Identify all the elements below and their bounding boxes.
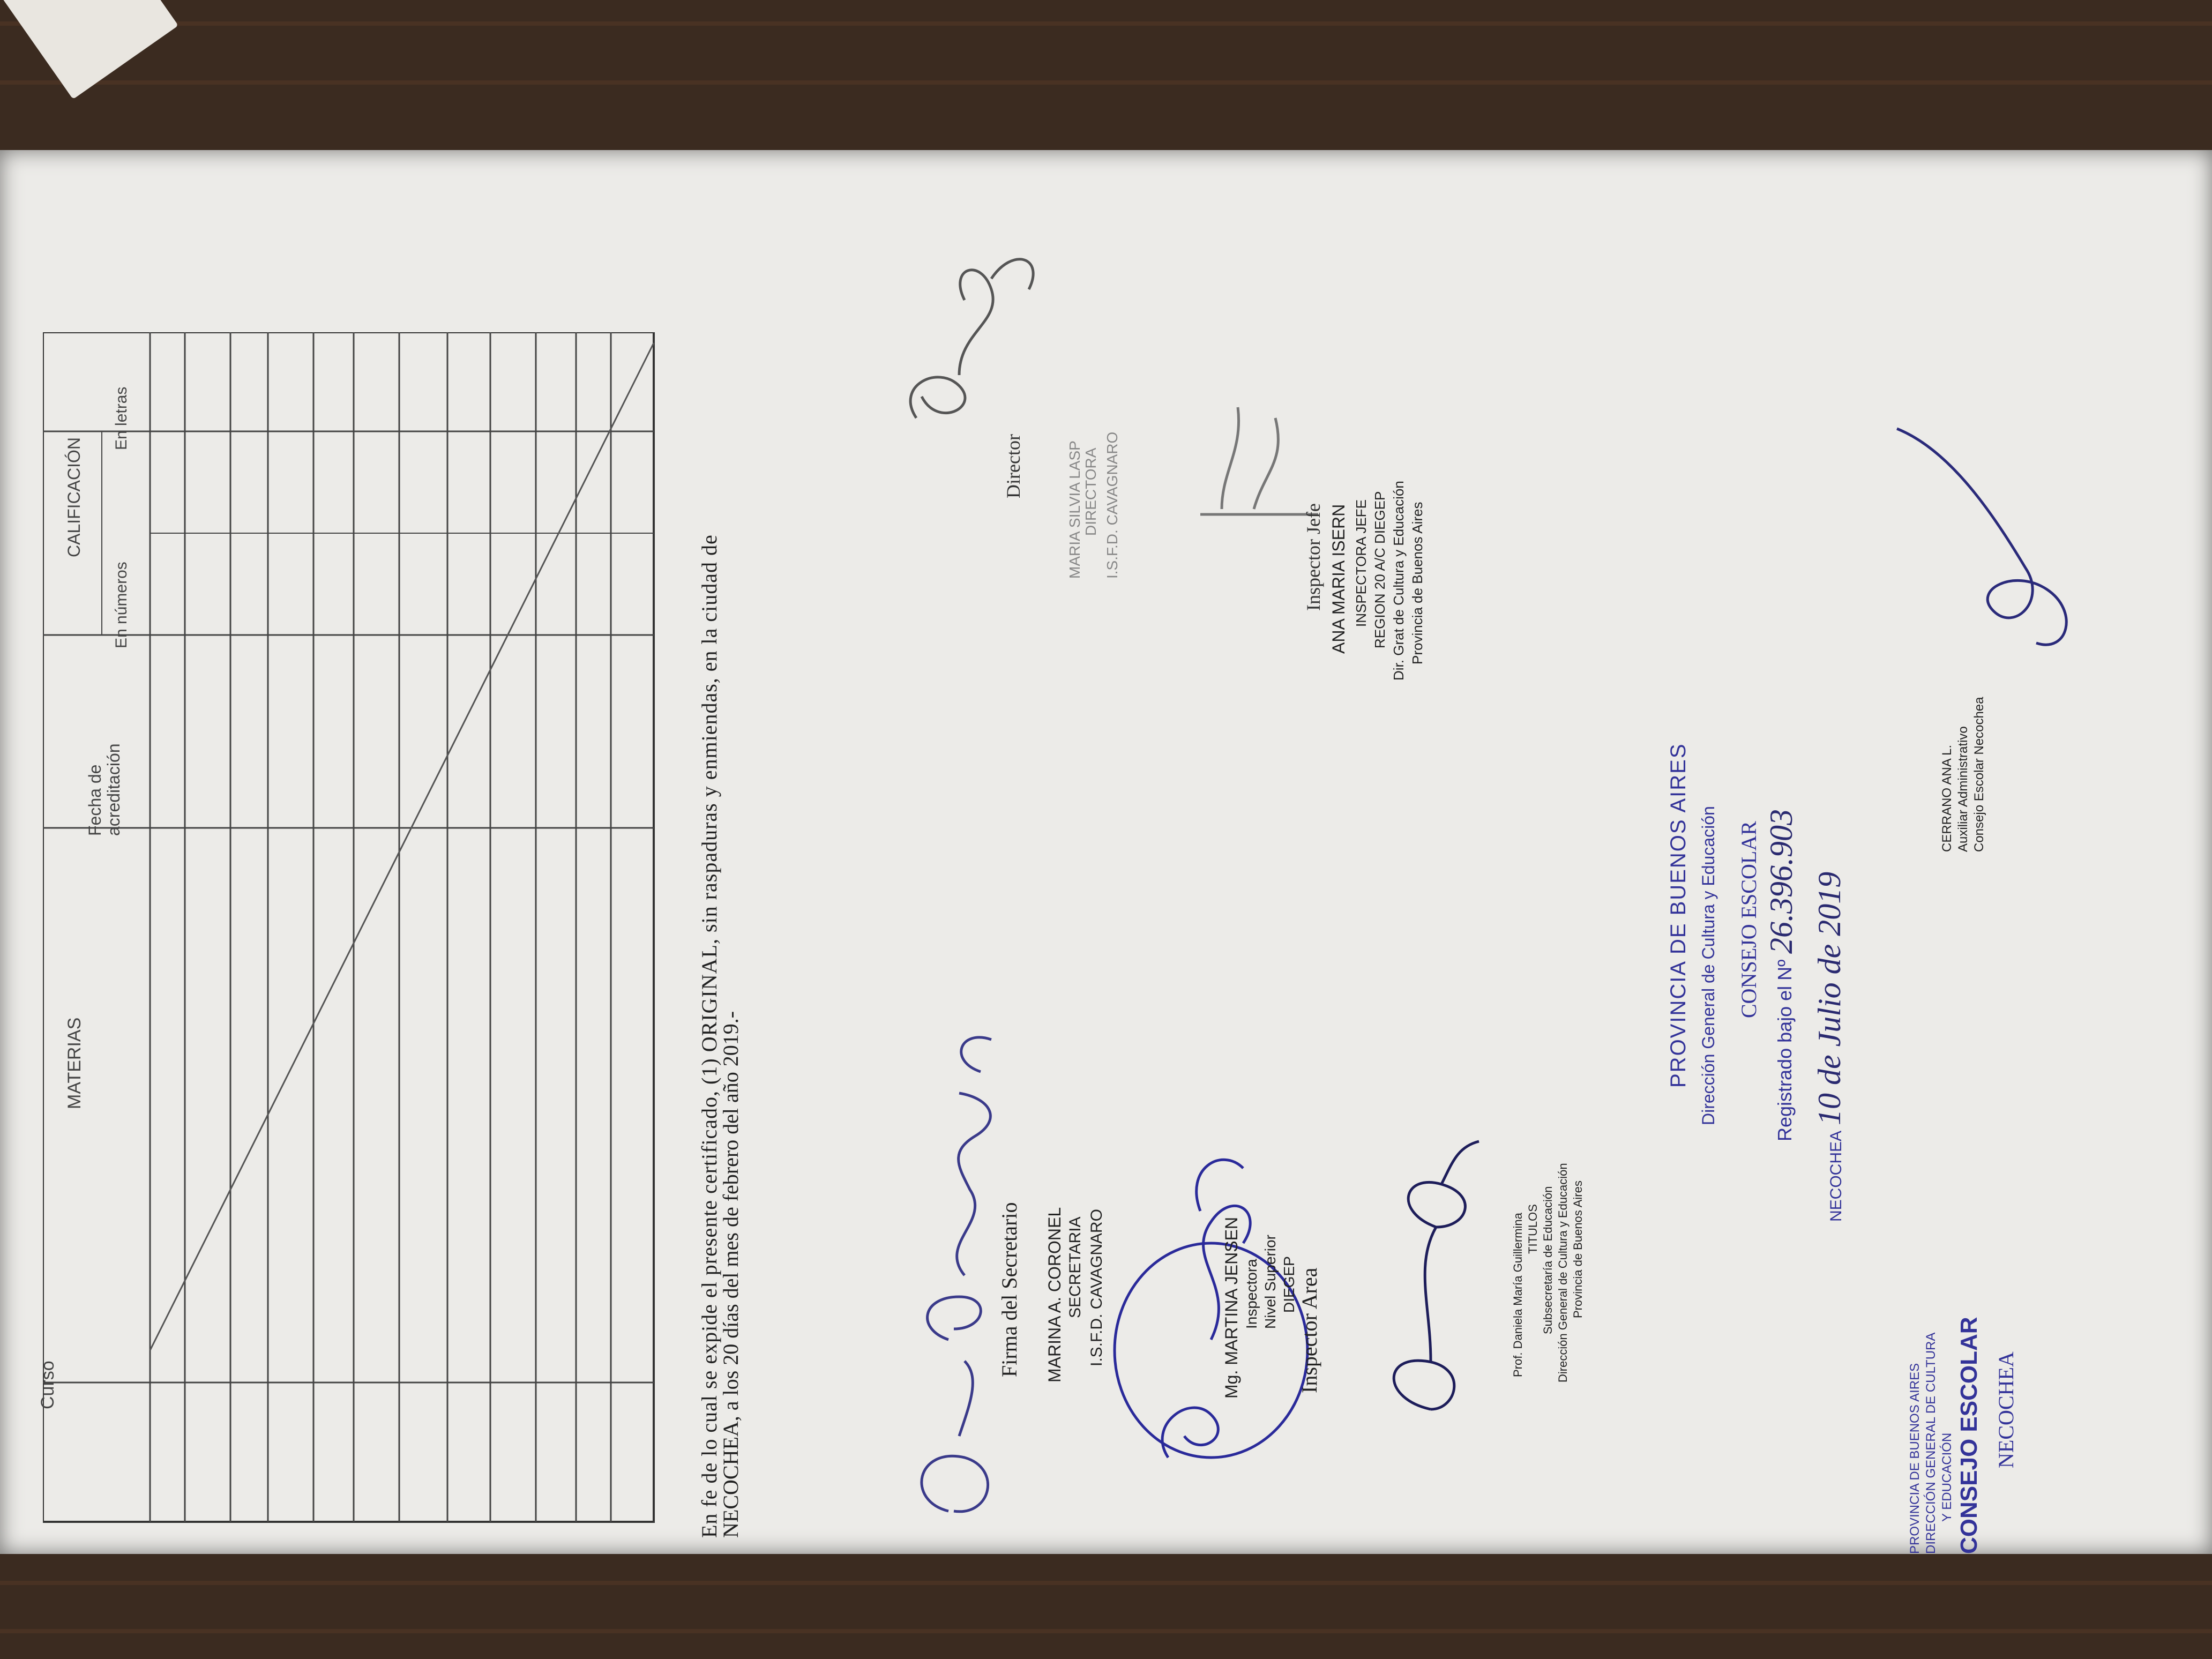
secretary-stamp-name: MARINA A. CORONEL — [1045, 1207, 1064, 1382]
council-stamp-direction: DIRECCIÓN GENERAL DE CULTURA — [1924, 1332, 1938, 1554]
director-stamp-role: DIRECTORA — [1082, 447, 1099, 536]
registration-number: 26.396.903 — [1763, 809, 1799, 954]
titles-signature — [1350, 1131, 1511, 1431]
director-stamp-name: MARIA SILVIA LASP — [1066, 440, 1083, 579]
certificate-statement-line1: En fe de lo cual se expide el presente certificado, (1) ORIGINAL, sin raspaduras y enmiendas, en la ciudad de — [697, 534, 721, 1538]
auxiliary-signature — [1886, 407, 2111, 686]
council-stamp-province: PROVINCIA DE BUENOS AIRES — [1908, 1363, 1922, 1554]
registration-stamp-city: NECOCHEA — [1827, 1130, 1845, 1222]
titles-stamp-title: TITULOS — [1526, 1204, 1540, 1254]
inspector-area-stamp-name: Mg. MARTINA JENSEN — [1222, 1216, 1241, 1399]
column-date-header: Fecha de acreditación — [85, 743, 124, 836]
column-subjects-header: MATERIAS — [64, 1017, 85, 1109]
auxiliary-stamp-role: Auxiliar Administrativo — [1956, 726, 1970, 852]
certificate-statement-line2: NECOCHEA, a los 20 días del mes de febrero del año 2019.- — [719, 1011, 743, 1538]
council-stamp-education: Y EDUCACIÓN — [1940, 1432, 1954, 1522]
council-stamp-city: NECOCHEA — [1994, 1351, 2018, 1468]
titles-stamp-dir: Dirección General de Cultura y Educación — [1556, 1163, 1570, 1382]
registration-date: 10 de Julio de 2019 — [1812, 871, 1847, 1125]
registration-stamp-label: Registrado bajo el Nº — [1774, 959, 1796, 1141]
column-grade-header: CALIFICACIÓN — [64, 437, 84, 557]
inspector-chief-stamp-role: INSPECTORA JEFE — [1353, 499, 1369, 627]
inspector-area-stamp-role: Inspectora — [1243, 1259, 1260, 1329]
registration-stamp-council: CONSEJO ESCOLAR — [1737, 821, 1761, 1018]
inspector-chief-stamp-name: ANA MARIA ISERN — [1329, 504, 1348, 654]
titles-stamp-prov: Provincia de Buenos Aires — [1571, 1180, 1585, 1318]
certificate-page — [0, 150, 2212, 1554]
inspector-chief-caption: Inspector Jefe — [1303, 503, 1324, 611]
column-grade-letters-header: En letras — [113, 386, 130, 450]
inspector-area-caption: Inspector Area — [1297, 1267, 1321, 1393]
director-caption: Director — [1003, 434, 1024, 498]
column-grade-numbers-header: En números — [113, 562, 130, 648]
secretary-caption: Firma del Secretario — [997, 1202, 1021, 1377]
inspector-area-stamp-level: Nivel Superior — [1262, 1235, 1279, 1329]
inspector-area-stamp-dept: DIEGEP — [1281, 1256, 1297, 1313]
auxiliary-stamp-council: Consejo Escolar Necochea — [1972, 697, 1986, 852]
director-stamp-institution: I.S.F.D. CAVAGNARO — [1104, 431, 1120, 579]
column-course-header: Curso — [38, 1361, 58, 1409]
auxiliary-stamp-name: CERRANO ANA L. — [1940, 744, 1954, 852]
secretary-stamp-role: SECRETARIA — [1066, 1216, 1084, 1318]
director-signature — [873, 225, 1045, 450]
registration-stamp-direction: Dirección General de Cultura y Educación — [1699, 806, 1718, 1125]
inspector-chief-stamp-dir: Dir. Grat de Cultura y Educación — [1391, 481, 1407, 681]
titles-stamp-sub: Subsecretaría de Educación — [1541, 1186, 1555, 1334]
inspector-chief-stamp-prov: Provincia de Buenos Aires — [1409, 502, 1425, 664]
grades-table — [43, 332, 664, 1565]
council-stamp-title: CONSEJO ESCOLAR — [1956, 1317, 1982, 1554]
titles-stamp-name: Prof. Daniela María Guillermina — [1511, 1213, 1525, 1377]
secretary-stamp-institution: I.S.F.D. CAVAGNARO — [1088, 1209, 1105, 1366]
registration-stamp-province: PROVINCIA DE BUENOS AIRES — [1667, 743, 1690, 1088]
inspector-chief-stamp-region: REGION 20 A/C DIEGEP — [1372, 491, 1388, 648]
